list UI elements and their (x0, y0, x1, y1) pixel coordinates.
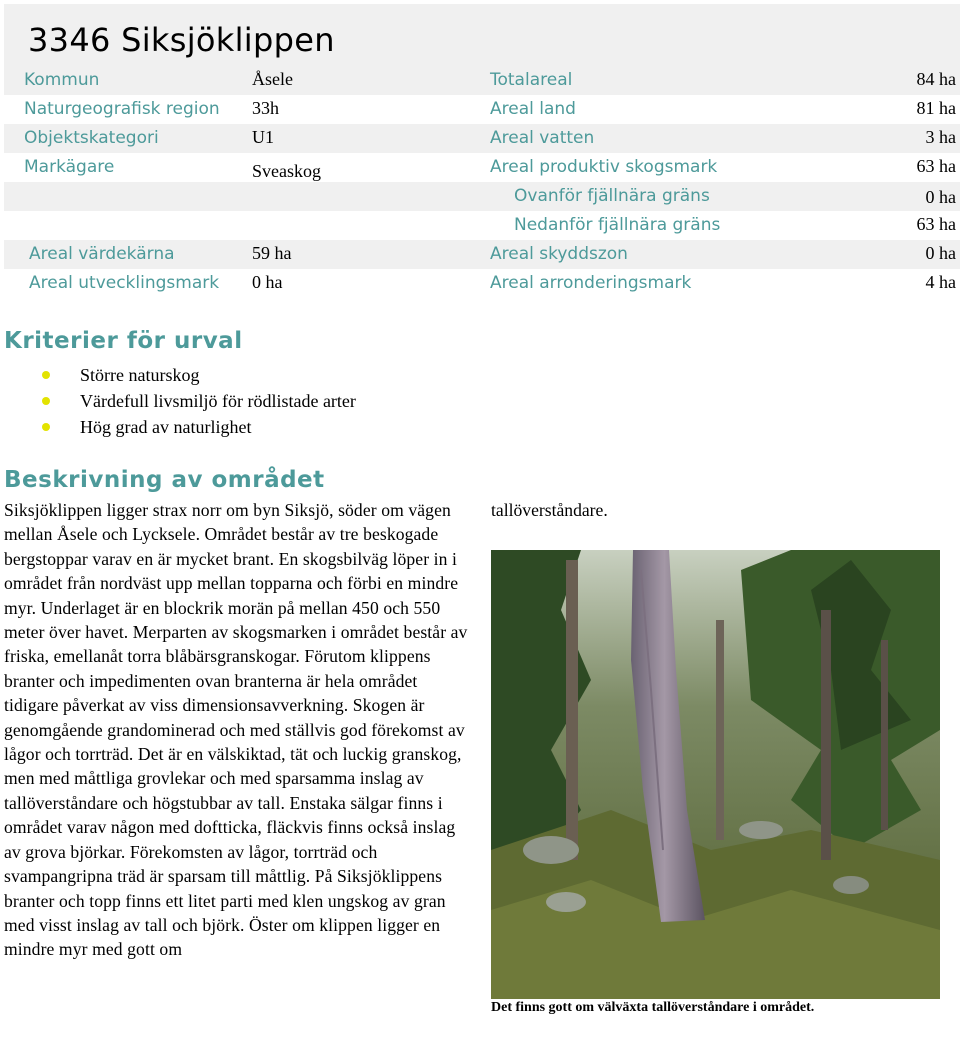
ovanfor-label: Ovanför fjällnära gräns (514, 186, 710, 206)
facts-row (4, 95, 960, 124)
ovanfor-value: 0 ha (925, 187, 956, 207)
land-value: 81 ha (916, 98, 956, 118)
bullet-icon (42, 397, 50, 405)
list-item (4, 388, 356, 414)
bullet-icon (42, 371, 50, 379)
criteria-heading: Kriterier för urval (4, 328, 243, 354)
produktiv-label: Areal produktiv skogsmark (490, 157, 718, 177)
photo-caption: Det finns gott om välväxta tallöverståndare i området. (491, 1000, 815, 1015)
criteria-text: Värdefull livsmiljö för rödlistade arter (80, 391, 356, 411)
criteria-text: Större naturskog (80, 365, 200, 385)
vardekarna-value: 59 ha (252, 243, 292, 263)
facts-table (4, 66, 960, 298)
criteria-text: Hög grad av naturlighet (80, 417, 252, 437)
nedanfor-label: Nedanför fjällnära gräns (514, 215, 721, 235)
facts-row (4, 240, 960, 269)
facts-row (4, 211, 960, 240)
nedanfor-value: 63 ha (916, 214, 956, 234)
kategori-label: Objektskategori (24, 128, 159, 148)
criteria-list (4, 362, 356, 440)
forest-photo (491, 550, 940, 999)
agare-label: Markägare (24, 157, 115, 177)
skyddszon-value: 0 ha (925, 243, 956, 263)
list-item (4, 414, 356, 440)
facts-row (4, 66, 960, 95)
totalareal-value: 84 ha (916, 69, 956, 89)
facts-row (4, 153, 960, 182)
description-heading: Beskrivning av området (4, 467, 325, 493)
bullet-icon (42, 423, 50, 431)
arrondering-label: Areal arronderingsmark (490, 273, 692, 293)
totalareal-label: Totalareal (490, 70, 573, 90)
description-continuation: tallöverståndare. (491, 500, 608, 520)
description-text: Siksjöklippen ligger strax norr om byn Siksjö, söder om vägen mellan Åsele och Lycksele. Området består av tre beskogade bergstoppar varav en är mycket brant. En skogsbilväg löper in i området från nordväst upp mellan topparna och förbi en mindre myr. Underlaget är en blockrik morän på mellan 450 och 550 meter över havet. Merparten av skogsmarken i området består av friska, emellanåt torra blåbärsgranskogar. Förutom klippens branter och impedimenten ovan branterna är hela området tidigare påverkat av viss dimensionsavverkning. Skogen är genomgående grandominerad och med ställvis god förekomst av lågor och torrträd. Det är en välskiktad, tät och luckig granskog, men med måttliga grovlekar och med sparsamma inslag av tallöverståndare och högstubbar av tall. Enstaka sälgar finns i området varav någon med doftticka, fläckvis finns också inslag av grova björkar. Förekomsten av lågor, torrträd och svampangripna träd är sparsam till måttlig. På Siksjöklippens branter och topp finns ett litet parti med klen ungskog av gran med visst inslag av tall och björk. Öster om klippen ligger en mindre myr med gott om (4, 500, 468, 960)
agare-value: Sveaskog (252, 161, 321, 181)
utveckling-label: Areal utvecklingsmark (29, 273, 220, 293)
page-title: 3346 Siksjöklippen (28, 21, 335, 59)
land-label: Areal land (490, 99, 576, 119)
vardekarna-label: Areal värdekärna (29, 244, 175, 264)
region-label: Naturgeografisk region (24, 99, 220, 119)
produktiv-value: 63 ha (916, 156, 956, 176)
vatten-label: Areal vatten (490, 128, 595, 148)
region-value: 33h (252, 98, 279, 118)
list-item (4, 362, 356, 388)
kategori-value: U1 (252, 127, 274, 147)
facts-row (4, 124, 960, 153)
kommun-value: Åsele (252, 69, 293, 89)
title-bar (4, 4, 960, 66)
skyddszon-label: Areal skyddszon (490, 244, 628, 264)
facts-row (4, 269, 960, 298)
utveckling-value: 0 ha (252, 272, 283, 292)
arrondering-value: 4 ha (925, 272, 956, 292)
kommun-label: Kommun (24, 70, 100, 90)
facts-row (4, 182, 960, 211)
vatten-value: 3 ha (925, 127, 956, 147)
